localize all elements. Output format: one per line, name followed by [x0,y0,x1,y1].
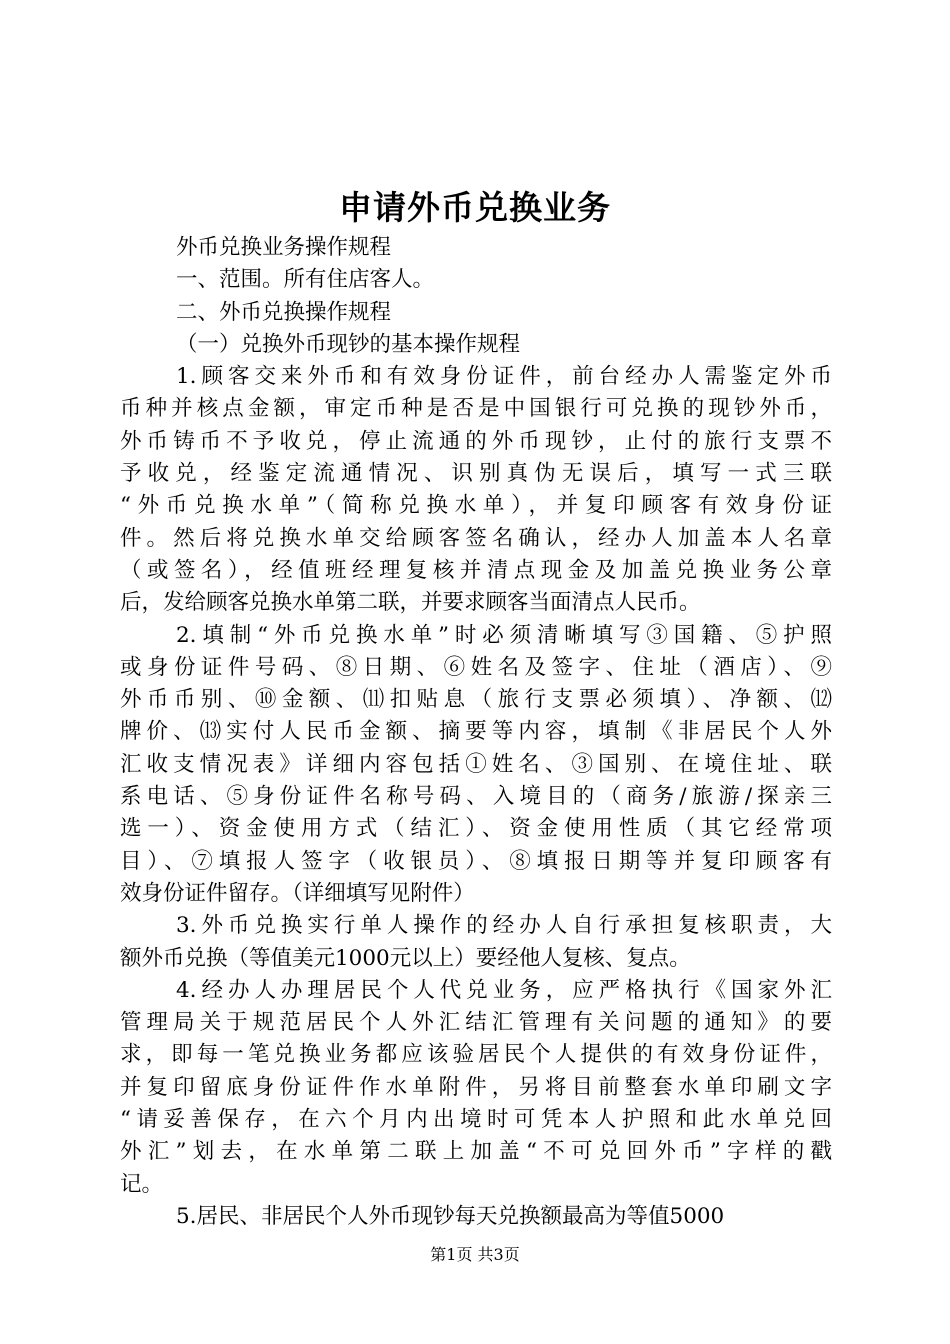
text-line: “外币兑换水单”（简称兑换水单），并复印顾客有效身份证 [120,493,832,519]
text-line: 二、外币兑换操作规程 [176,299,392,325]
text-line: 币种并核点金额，审定币种是否是中国银行可兑换的现钞外币， [120,396,832,422]
text-line: 3.外币兑换实行单人操作的经办人自行承担复核职责，大 [176,913,832,939]
text-line: 外币铸币不予收兑，停止流通的外币现钞，止付的旅行支票不 [120,428,832,454]
text-line: 后，发给顾客兑换水单第二联，并要求顾客当面清点人民币。 [120,590,701,616]
text-line: 外汇”划去，在水单第二联上加盖“不可兑回外币”字样的戳 [120,1139,832,1165]
document-body [120,232,832,1233]
text-line: 汇收支情况表》详细内容包括①姓名、③国别、在境住址、联 [120,751,832,777]
page-footer: 第1页 共3页 [430,1245,520,1264]
text-line: 并复印留底身份证件作水单附件，另将目前整套水单印刷文字 [120,1074,832,1100]
text-line: 目）、⑦填报人签字（收银员）、⑧填报日期等并复印顾客有 [120,848,832,874]
text-line: 效身份证件留存。（详细填写见附件） [120,880,475,906]
text-line: 求，即每一笔兑换业务都应该验居民个人提供的有效身份证件， [120,1042,832,1068]
text-line: 记。 [120,1171,164,1197]
text-line: 系电话、⑤身份证件名称号码、入境目的（商务/旅游/探亲三 [120,784,832,810]
text-line: 1.顾客交来外币和有效身份证件，前台经办人需鉴定外币 [176,364,832,390]
text-line: （一）兑换外币现钞的基本操作规程 [176,331,521,357]
text-line: （或签名），经值班经理复核并清点现金及加盖兑换业务公章 [120,557,832,583]
document-title: 申请外币兑换业务 [339,188,611,227]
text-line: 一、范围。所有住店客人。 [176,267,435,293]
text-line: 外币兑换业务操作规程 [176,235,392,260]
text-line: 牌价、⒀实付人民币金额、摘要等内容，填制《非居民个人外 [120,719,832,745]
text-line: 2.填制“外币兑换水单”时必须清晰填写③国籍、⑤护照 [176,622,832,648]
text-line: 外币币别、⑩金额、⑾扣贴息（旅行支票必须填）、净额、⑿ [120,687,832,713]
text-line: 管理局关于规范居民个人外汇结汇管理有关问题的通知》的要 [120,1010,832,1036]
text-line: 4.经办人办理居民个人代兑业务，应严格执行《国家外汇 [176,977,832,1003]
text-line: 件。然后将兑换水单交给顾客签名确认，经办人加盖本人名章 [120,525,832,551]
text-line: 选一）、资金使用方式（结汇）、资金使用性质（其它经常项 [120,816,832,842]
text-line: 或身份证件号码、⑧日期、⑥姓名及签字、住址（酒店）、⑨ [120,654,832,680]
text-line: “请妥善保存，在六个月内出境时可凭本人护照和此水单兑回 [120,1107,832,1133]
text-line: 5.居民、非居民个人外币现钞每天兑换额最高为等值5000 [176,1203,725,1229]
text-line: 额外币兑换（等值美元1000元以上）要经他人复核、复点。 [120,945,691,971]
text-line: 予收兑，经鉴定流通情况、识别真伪无误后，填写一式三联 [120,461,832,487]
